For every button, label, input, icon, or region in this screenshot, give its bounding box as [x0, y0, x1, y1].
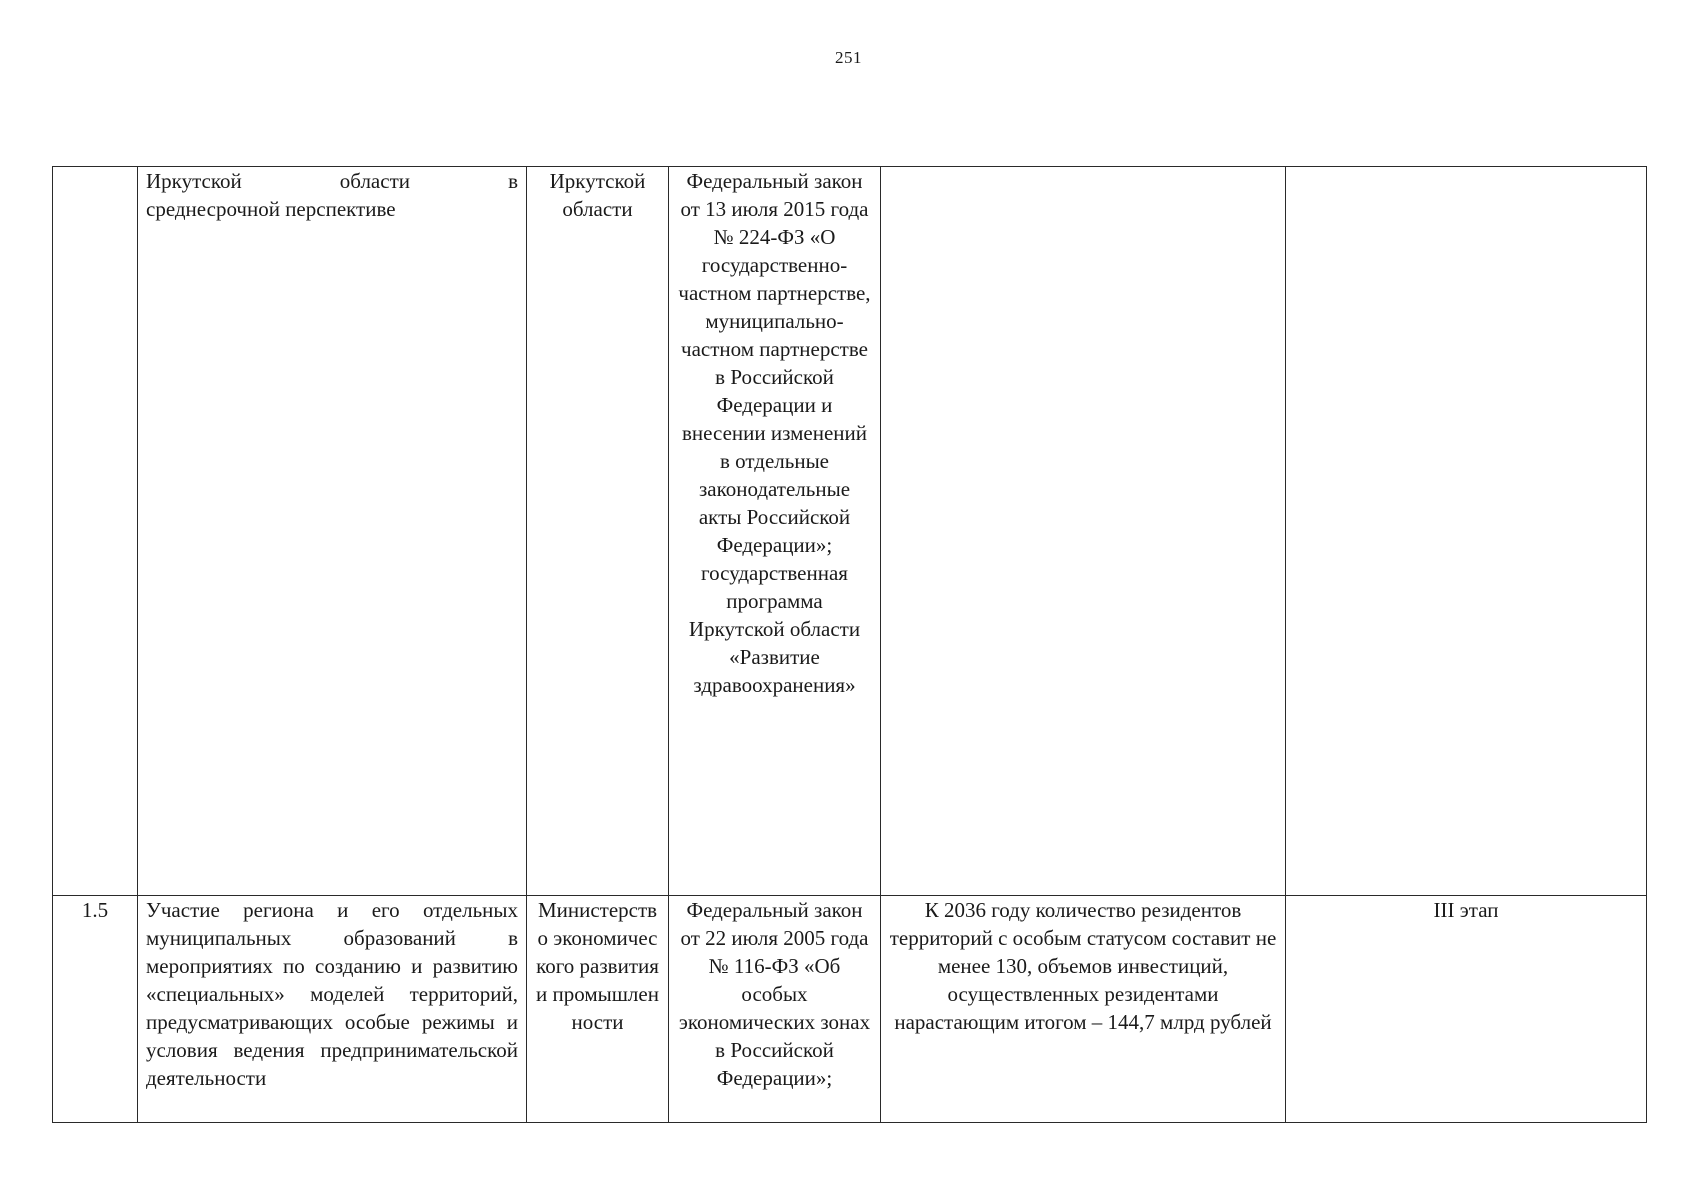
legal-basis-cell: Федеральный закон от 22 июля 2005 года № 116-ФЗ «Об особых экономических зонах в Российской Федерации»;	[669, 896, 881, 1123]
stage-cell	[1286, 167, 1647, 896]
responsible-cell: Министерство экономического развития и промышленности	[527, 896, 669, 1123]
table-row	[53, 896, 1647, 1123]
result-cell	[881, 167, 1286, 896]
measure-cell	[138, 167, 527, 896]
row-number-cell	[53, 167, 138, 896]
page-number: 251	[835, 48, 862, 67]
row-number-cell: 1.5	[53, 896, 138, 1123]
result-cell: К 2036 году количество резидентов территорий с особым статусом составит не менее 130, объемов инвестиций, осуществленных резидентами нарастающим итогом – 144,7 млрд рублей	[881, 896, 1286, 1123]
measure-text-line: Иркутской области в	[146, 169, 518, 193]
stage-cell: III этап	[1286, 896, 1647, 1123]
measure-text-rest: среднесрочной перспективе	[146, 197, 396, 221]
responsible-cell: Иркутской области	[527, 167, 669, 896]
measure-cell: Участие региона и его отдельных муниципальных образований в мероприятиях по созданию и развитию «специальных» моделей территорий, предусматривающих особые режимы и условия ведения предпринимательской деятельности	[138, 896, 527, 1123]
plan-table	[52, 166, 1647, 1123]
table-row	[53, 167, 1647, 896]
legal-basis-cell: Федеральный закон от 13 июля 2015 года № 224-ФЗ «О государственно-частном партнерстве, муниципально-частном партнерстве в Российской Федерации и внесении изменений в отдельные законодательные акты Российской Федерации»; государственная программа Иркутской области «Развитие здравоохранения»	[669, 167, 881, 896]
